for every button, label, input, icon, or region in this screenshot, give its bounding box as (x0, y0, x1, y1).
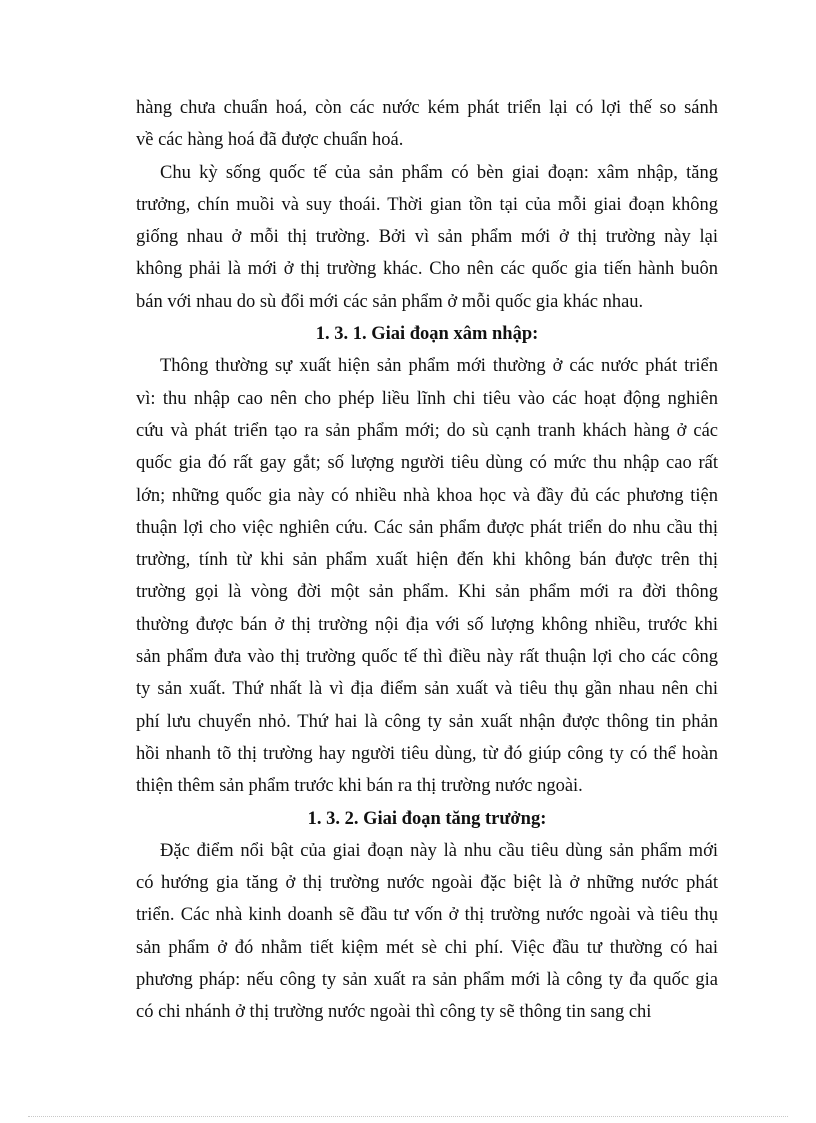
page-bottom-divider (28, 1116, 788, 1117)
text-line: lớn; những quốc gia này có nhiều nhà khoa học và đầy đủ các phương tiện (136, 485, 718, 506)
text-line: hàng chưa chuẩn hoá, còn các nước kém phát triển lại có lợi thế so sánh (136, 98, 718, 118)
paragraph (136, 92, 718, 157)
text-line: phương pháp: nếu công ty sản xuất ra sản phẩm mới là công ty đa quốc gia (136, 970, 718, 991)
paragraph (136, 350, 718, 802)
text-line: có hướng gia tăng ở thị trường nước ngoài đặc biệt là ở những nước phát (136, 873, 718, 894)
text-line: vì: thu nhập cao nên cho phép liều lĩnh chi tiêu vào các hoạt động nghiên (136, 388, 718, 409)
text-line: Thông thường sự xuất hiện sản phẩm mới thường ở các nước phát triển (160, 356, 718, 377)
text-line: trường gọi là vòng đời một sản phẩm. Khi sản phẩm mới ra đời thông (136, 582, 718, 603)
text-line: Chu kỳ sống quốc tế của sản phẩm có bèn giai đoạn: xâm nhập, tăng (160, 162, 718, 183)
section-heading: 1. 3. 2. Giai đoạn tăng trưởng: (307, 808, 547, 829)
text-line: sản phẩm ở đó nhằm tiết kiệm mét sè chi phí. Việc đầu tư thường có hai (136, 937, 718, 958)
text-line: về các hàng hoá đã được chuẩn hoá. (136, 130, 404, 151)
text-line: thuận lợi cho việc nghiên cứu. Các sản phẩm được phát triển do nhu cầu thị (136, 517, 718, 538)
text-line: trưởng, chín muồi và suy thoái. Thời gian tồn tại của mỗi giai đoạn không (136, 194, 718, 215)
text-line: quốc gia đó rất gay gắt; số lượng người tiêu dùng có mức thu nhập cao rất (136, 453, 718, 474)
text-line: thiện thêm sản phẩm trước khi bán ra thị trường nước ngoài. (136, 776, 583, 797)
text-line: thường được bán ở thị trường nội địa với số lượng không nhiều, trước khi (136, 614, 718, 635)
text-line: bán với nhau do sù đổi mới các sản phẩm ở mỗi quốc gia khác nhau. (136, 291, 644, 312)
section-heading: 1. 3. 1. Giai đoạn xâm nhập: (315, 324, 539, 345)
text-line: trường, tính từ khi sản phẩm xuất hiện đến khi không bán được trên thị (136, 550, 718, 571)
text-line: Đặc điểm nổi bật của giai đoạn này là nhu cầu tiêu dùng sản phẩm mới (160, 840, 718, 861)
paragraph (136, 157, 718, 318)
text-line: sản phẩm đưa vào thị trường quốc tế thì điều này rất thuận lợi cho các công (136, 647, 718, 668)
text-line: cứu và phát triển tạo ra sản phẩm mới; do sù cạnh tranh khách hàng ở các (136, 420, 718, 441)
text-line: giống nhau ở mỗi thị trường. Bởi vì sản phẩm mới ở thị trường này lại (136, 227, 718, 248)
text-line: phí lưu chuyển nhỏ. Thứ hai là công ty sản xuất nhận được thông tin phản (136, 711, 718, 732)
text-line: ty sản xuất. Thứ nhất là vì địa điểm sản xuất và tiêu thụ gần nhau nên chi (136, 679, 718, 700)
text-line: có chi nhánh ở thị trường nước ngoài thì công ty sẽ thông tin sang chi (136, 1002, 652, 1023)
text-line: không phải là mới ở thị trường khác. Cho nên các quốc gia tiến hành buôn (136, 259, 718, 280)
paragraph (136, 835, 718, 1029)
text-line: triển. Các nhà kinh doanh sẽ đầu tư vốn ở thị trường nước ngoài và tiêu thụ (136, 905, 718, 926)
document-page (136, 92, 718, 1029)
text-line: hồi nhanh tõ thị trường hay người tiêu dùng, từ đó giúp công ty có thể hoàn (136, 743, 718, 764)
